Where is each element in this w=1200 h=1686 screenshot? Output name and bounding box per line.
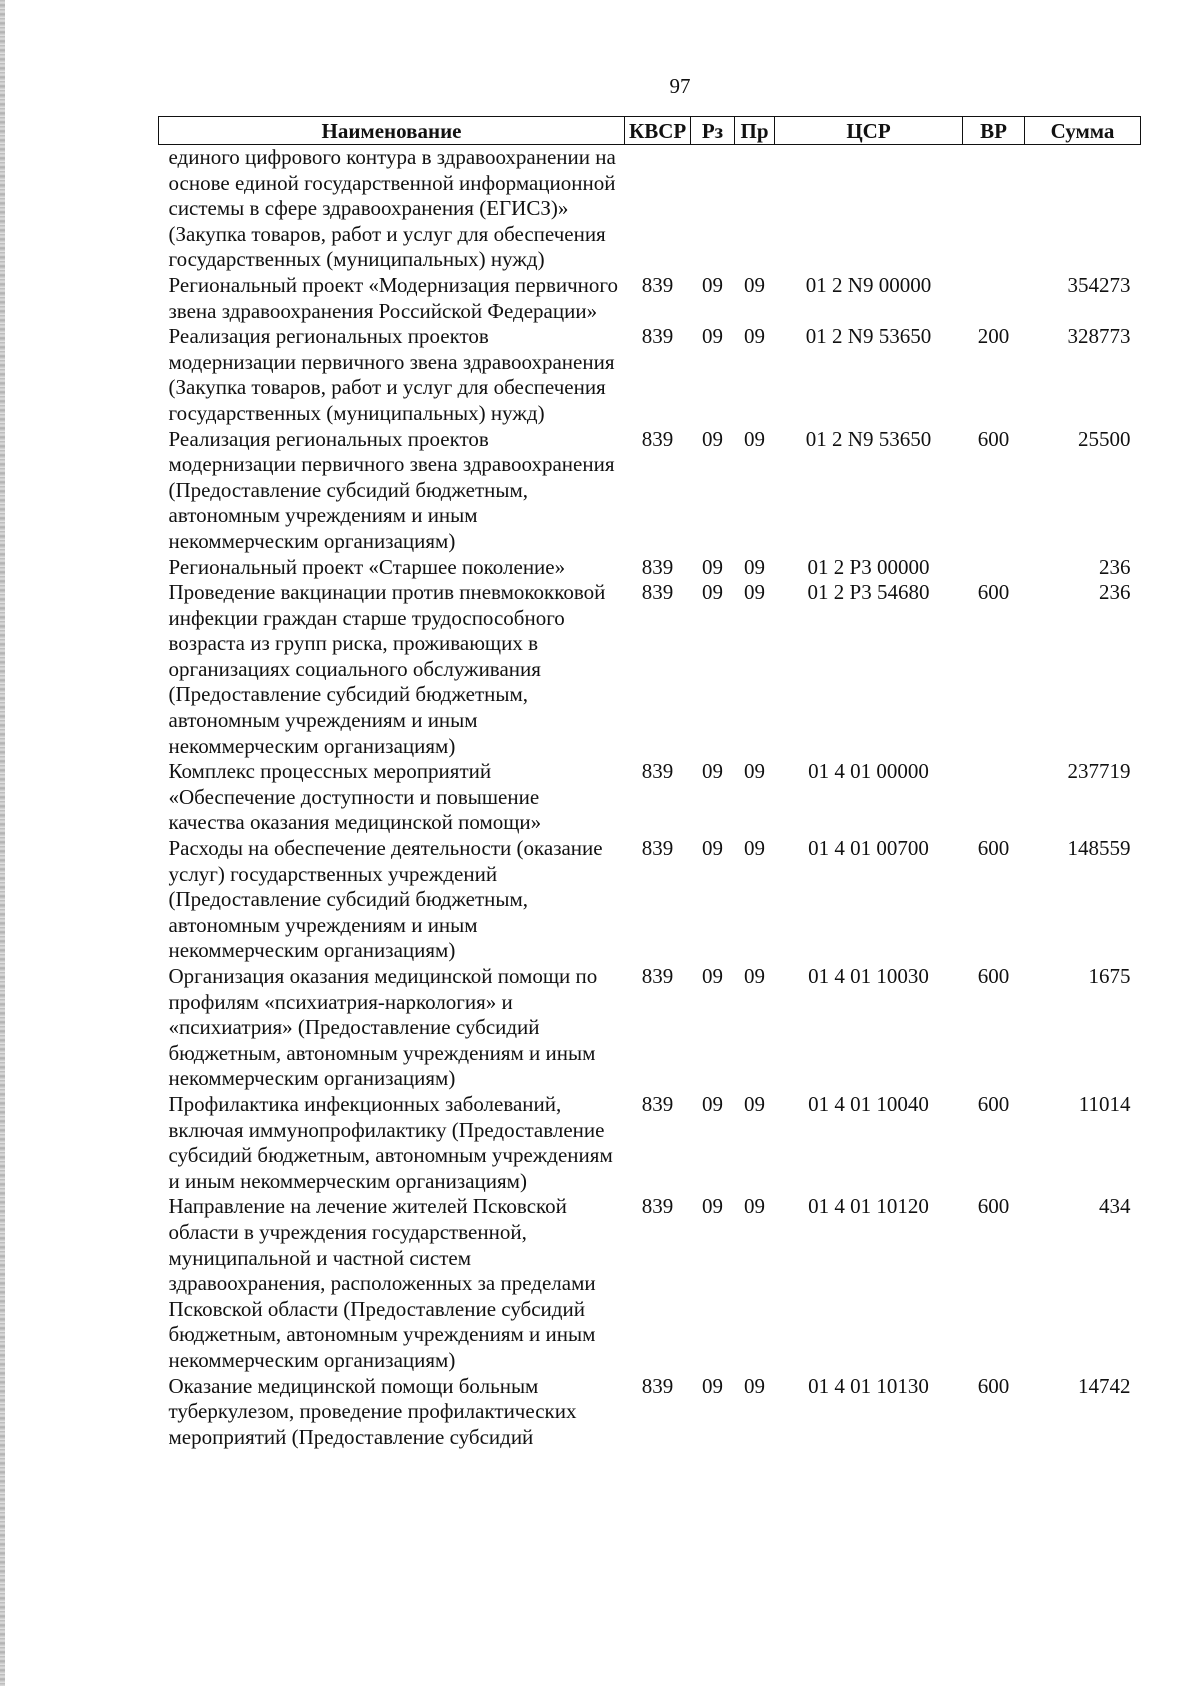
row-csr: 01 4 01 10120 [808, 1194, 929, 1219]
row-sum: 236 [1099, 554, 1131, 579]
row-vr: 600 [977, 1373, 1010, 1398]
table-body [159, 145, 1141, 1451]
table-row [159, 1374, 1141, 1451]
header-pr: Пр [735, 117, 775, 145]
row-vr: 600 [977, 1194, 1010, 1219]
row-name: Реализация региональных проектов модернизации первичного звена здравоохранения (Предоставление субсидий бюджетным, автономным учреждениям и иным некоммерческим организациям) [168, 426, 615, 553]
row-name: Региональный проект «Модернизация первичного звена здравоохранения Российской Федерации» [168, 272, 619, 323]
row-kvsr: 839 [641, 324, 674, 349]
row-sum: 148559 [1067, 836, 1131, 861]
header-row [159, 117, 1141, 145]
row-rz: 09 [702, 1091, 723, 1116]
row-kvsr [625, 145, 691, 273]
table-row [159, 580, 1141, 759]
row-sum: 1675 [1088, 964, 1131, 988]
row-rz: 09 [702, 272, 723, 297]
row-kvsr: 839 [641, 272, 674, 297]
row-rz [691, 145, 735, 273]
row-name: единого цифрового контура в здравоохранении на основе единой государственной информационной системы в сфере здравоохранения (ЕГИСЗ)» (Закупка товаров, работ и услуг для обеспечения государственных (муниципальных) нужд) [168, 145, 616, 272]
row-pr: 09 [744, 554, 765, 579]
row-kvsr: 839 [641, 759, 674, 784]
row-name: Оказание медицинской помощи больным туберкулезом, проведение профилактических мероприятий (Предоставление субсидий [168, 1373, 577, 1449]
row-sum: 25500 [1078, 426, 1131, 451]
row-pr: 09 [744, 759, 765, 784]
row-csr: 01 4 01 10030 [808, 964, 929, 988]
row-vr: 600 [977, 964, 1010, 988]
row-rz: 09 [702, 580, 723, 605]
row-pr: 09 [744, 324, 765, 349]
table-row [159, 145, 1141, 273]
row-pr: 09 [744, 426, 765, 451]
row-rz: 09 [702, 554, 723, 579]
row-pr: 09 [744, 1194, 765, 1219]
row-csr: 01 4 01 10130 [808, 1373, 929, 1398]
row-vr: 600 [977, 1091, 1010, 1116]
row-name: Расходы на обеспечение деятельности (оказание услуг) государственных учреждений (Предоставление субсидий бюджетным, автономным учреждениям и иным некоммерческим организациям) [168, 836, 603, 963]
row-kvsr: 839 [641, 554, 674, 579]
row-vr: 200 [977, 324, 1010, 349]
row-sum: 354273 [1067, 272, 1131, 297]
table-row [159, 1092, 1141, 1194]
row-csr: 01 2 N9 53650 [805, 426, 932, 451]
row-vr [963, 145, 1025, 273]
row-sum: 236 [1099, 580, 1131, 605]
row-pr: 09 [744, 1091, 765, 1116]
row-vr: 600 [977, 580, 1010, 605]
row-vr [963, 273, 1025, 324]
header-csr: ЦСР [775, 117, 963, 145]
row-pr: 09 [744, 272, 765, 297]
row-csr [775, 145, 963, 273]
row-rz: 09 [702, 964, 723, 988]
header-name: Наименование [159, 117, 625, 145]
table-row [159, 427, 1141, 555]
row-kvsr: 839 [641, 964, 674, 988]
row-name: Региональный проект «Старшее поколение» [168, 554, 566, 579]
page-number: 97 [669, 74, 691, 98]
row-name: Проведение вакцинации против пневмококковой инфекции граждан старше трудоспособного возраста из групп риска, проживающих в организациях социального обслуживания (Предоставление субсидий бюджетным, автономным учреждениям и иным некоммерческим организациям) [168, 580, 606, 758]
row-rz: 09 [702, 324, 723, 349]
row-sum: 14742 [1078, 1373, 1131, 1398]
row-name: Комплекс процессных мероприятий «Обеспечение доступности и повышение качества оказания медицинской помощи» [168, 759, 542, 835]
table-row [159, 324, 1141, 426]
table-row [159, 759, 1141, 836]
row-csr: 01 4 01 10040 [808, 1091, 929, 1116]
header-kvsr: КВСР [625, 117, 691, 145]
row-kvsr: 839 [641, 836, 674, 861]
row-vr [963, 555, 1025, 581]
row-sum [1025, 145, 1141, 273]
row-csr: 01 4 01 00700 [808, 836, 929, 861]
row-pr: 09 [744, 580, 765, 605]
row-name: Реализация региональных проектов модернизации первичного звена здравоохранения (Закупка товаров, работ и услуг для обеспечения государственных (муниципальных) нужд) [168, 324, 615, 425]
row-sum: 434 [1099, 1194, 1131, 1219]
row-vr: 600 [977, 836, 1010, 861]
row-sum: 237719 [1067, 759, 1131, 784]
row-name: Профилактика инфекционных заболеваний, включая иммунопрофилактику (Предоставление субсидий бюджетным, автономным учреждениям и иным некоммерческим организациям) [168, 1091, 613, 1193]
row-csr: 01 4 01 00000 [808, 759, 929, 784]
row-pr [735, 145, 775, 273]
row-sum: 328773 [1067, 324, 1131, 349]
table-row [159, 555, 1141, 581]
row-kvsr: 839 [641, 426, 674, 451]
row-name: Направление на лечение жителей Псковской области в учреждения государственной, муниципальной и частной систем здравоохранения, расположенных за пределами Псковской области (Предоставление субсидий бюджетным, автономным учреждениям и иным некоммерческим организациям) [168, 1194, 596, 1372]
header-rz: Рз [691, 117, 735, 145]
table-header [159, 117, 1141, 145]
table-row [159, 964, 1141, 1092]
table-row [159, 1194, 1141, 1373]
scan-edge [0, 0, 5, 1686]
row-kvsr: 839 [641, 1194, 674, 1219]
row-sum: 11014 [1078, 1091, 1131, 1116]
budget-table-container [158, 116, 1140, 1450]
row-pr: 09 [744, 964, 765, 988]
row-csr: 01 2 N9 00000 [805, 272, 932, 297]
row-kvsr: 839 [641, 580, 674, 605]
row-csr: 01 2 P3 00000 [807, 554, 930, 579]
row-pr: 09 [744, 1373, 765, 1398]
row-vr [963, 759, 1025, 836]
row-vr: 600 [977, 426, 1010, 451]
row-kvsr: 839 [641, 1373, 674, 1398]
table-row [159, 273, 1141, 324]
row-rz: 09 [702, 426, 723, 451]
budget-table [158, 116, 1141, 1450]
table-row [159, 836, 1141, 964]
row-pr: 09 [744, 836, 765, 861]
row-rz: 09 [702, 1194, 723, 1219]
row-csr: 01 2 N9 53650 [805, 324, 932, 349]
row-rz: 09 [702, 836, 723, 861]
header-vr: ВР [963, 117, 1025, 145]
row-csr: 01 2 P3 54680 [807, 580, 930, 605]
row-rz: 09 [702, 1373, 723, 1398]
header-sum: Сумма [1025, 117, 1141, 145]
row-rz: 09 [702, 759, 723, 784]
row-kvsr: 839 [641, 1091, 674, 1116]
row-name: Организация оказания медицинской помощи по профилям «психиатрия-наркология» и «психиатрия» (Предоставление субсидий бюджетным, автономным учреждениям и иным некоммерческим организациям) [168, 964, 598, 1091]
